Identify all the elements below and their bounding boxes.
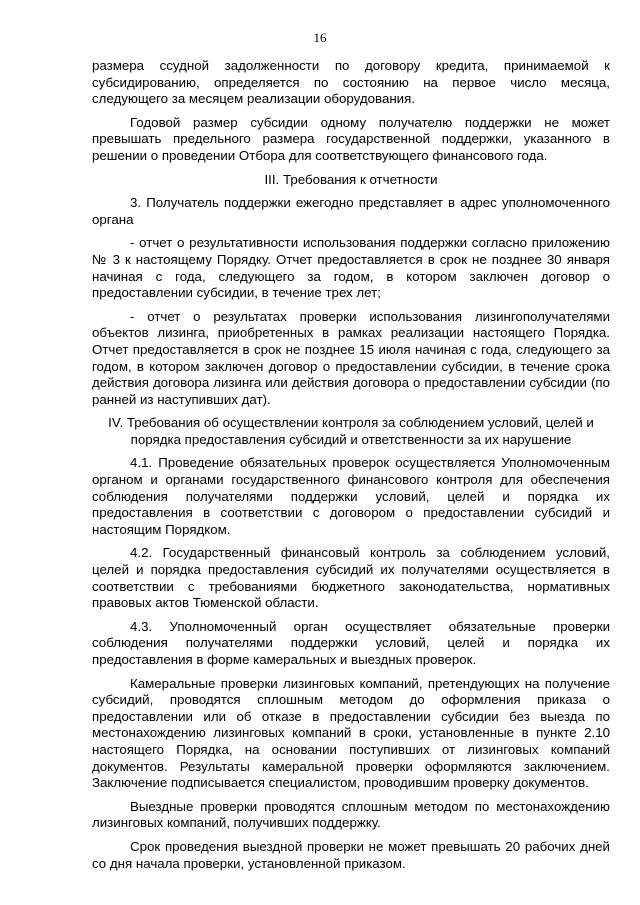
- paragraph-4-3: 4.3. Уполномоченный орган осуществляет обязательные проверки соблюдения получателями поддержки условий, целей и порядка их предоставления в форме камеральных и выездных проверок.: [92, 618, 610, 667]
- paragraph-annual-subsidy: Годовой размер субсидии одному получателю поддержки не может превышать предельного размера государственной поддержки, указанного в решении о проведении Отбора для соответствующего финансового года.: [92, 114, 610, 163]
- paragraph-desk-audits: Камеральные проверки лизинговых компаний, претендующих на получение субсидий, проводятся сплошным методом до оформления приказа о предоставлении или об отказе в предоставлении субсидии без выезда по местонахождению лизинговых компаний в сроки, установленные в пункте 2.10 настоящего Порядка, на основании поступивших от лизинговых компаний документов. Результаты камеральной проверки оформляются заключением. Заключение подписывается специалистом, проводившим проверку документов.: [92, 675, 610, 791]
- section-heading-reporting: III. Требования к отчетности: [264, 171, 438, 187]
- page-number: 16: [313, 30, 327, 45]
- paragraph-field-audits: Выездные проверки проводятся сплошным методом по местонахождению лизинговых компаний, получивших поддержку.: [92, 798, 610, 831]
- section-heading-control: IV. Требования об осуществлении контроля за соблюдением условий, целей и порядка предоставления субсидий и ответственности за их нарушение: [108, 415, 594, 447]
- paragraph-loan-debt: размера ссудной задолженности по договору кредита, принимаемой к субсидированию, определяется по состоянию на первое число месяца, следующего за месяцем реализации оборудования.: [92, 58, 610, 107]
- paragraph-report-leasing-check: - отчет о результатах проверки использования лизингополучателями объектов лизинга, приобретенных в рамках реализации настоящего Порядка. Отчет предоставляется в срок не позднее 15 июля начиная с года, следующего за годом, в котором заключен договор о предоставлении субсидии, в течение срока действия договора лизинга или действия договора о предоставлении субсидии (по ранней из наступивших дат).: [92, 308, 610, 407]
- paragraph-3: 3. Получатель поддержки ежегодно представляет в адрес уполномоченного органа: [92, 195, 610, 227]
- paragraph-4-1: 4.1. Проведение обязательных проверок осуществляется Уполномоченным органом и органами государственного финансового контроля для обеспечения соблюдения получателями поддержки условий, целей и порядка их предоставления в соответствии с договором о предоставлении субсидий и настоящим Порядком.: [92, 455, 610, 537]
- paragraph-audit-duration: Срок проведения выездной проверки не может превышать 20 рабочих дней со дня начала проверки, установленной приказом.: [92, 838, 610, 871]
- paragraph-4-2: 4.2. Государственный финансовый контроль за соблюдением условий, целей и порядка предоставления субсидий их получателями осуществляется в соответствии с требованиями бюджетного законодательства, нормативных правовых актов Тюменской области.: [92, 545, 610, 611]
- document-body: [92, 58, 610, 872]
- paragraph-report-effectiveness: - отчет о результативности использования поддержки согласно приложению № 3 к настоящему Порядку. Отчет предоставляется в срок не позднее 30 января начиная с года, следующего за годом, в котором заключен договор о предоставлении субсидии, в течение трех лет;: [92, 235, 610, 301]
